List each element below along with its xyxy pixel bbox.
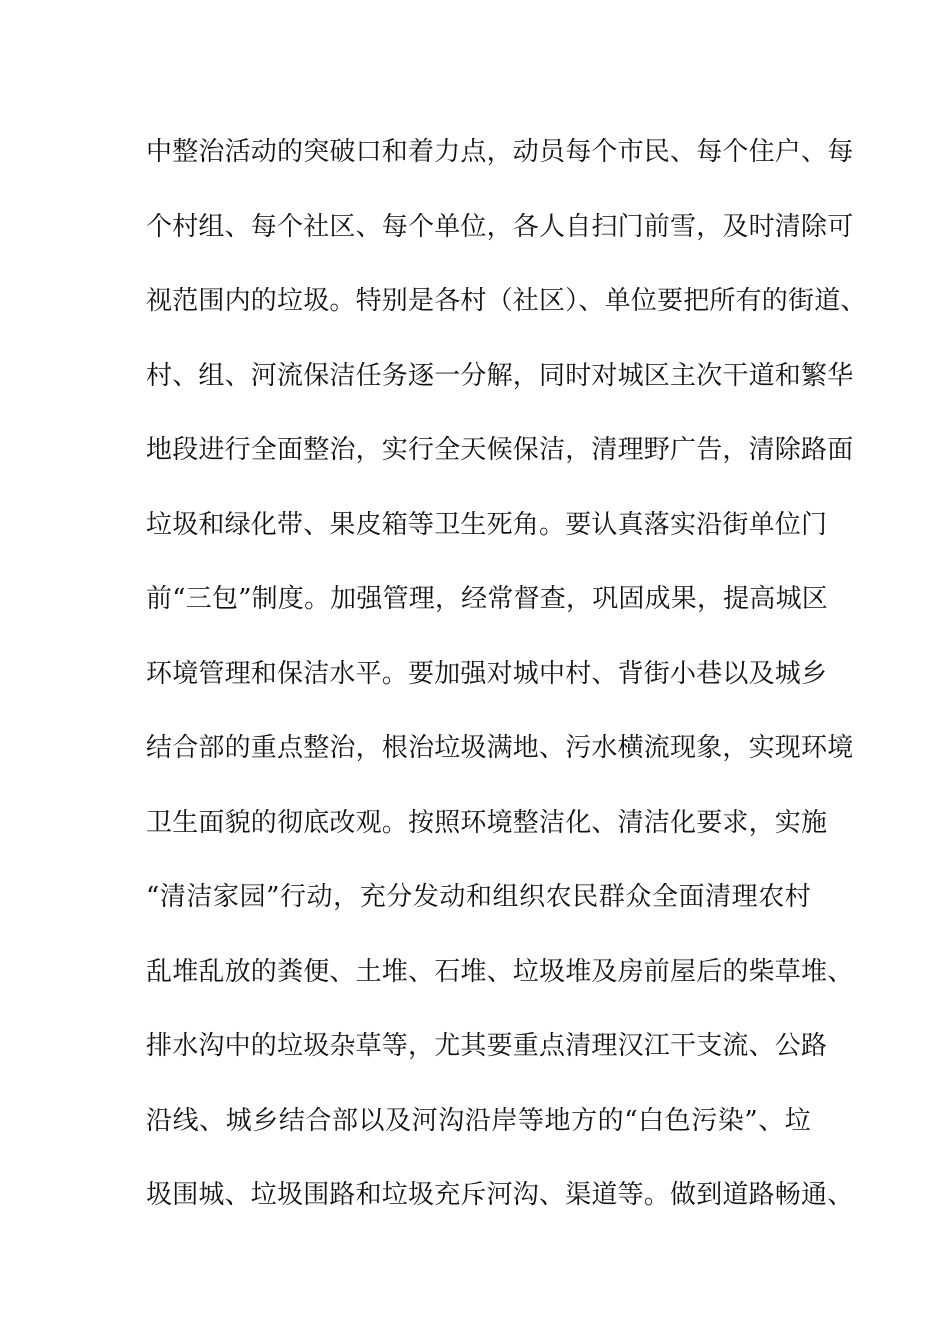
text-line: 垃圾和绿化带、果皮箱等卫生死角。要认真落实沿街单位门 bbox=[146, 509, 828, 540]
text-line: 沿线、城乡结合部以及河沟沿岸等地方的“白色污染”、垃 bbox=[146, 1105, 811, 1136]
text-line: 乱堆乱放的粪便、土堆、石堆、垃圾堆及房前屋后的柴草堆、 bbox=[146, 956, 854, 987]
text-line: 排水沟中的垃圾杂草等，尤其要重点清理汉江干支流、公路 bbox=[146, 1031, 828, 1061]
text-line: 个村组、每个社区、每个单位，各人自扫门前雪，及时清除可 bbox=[146, 211, 854, 242]
text-line: 结合部的重点整治，根治垃圾满地、污水横流现象，实现环境 bbox=[146, 733, 854, 763]
text-line: 地段进行全面整治，实行全天候保洁，清理野广告，清除路面 bbox=[146, 435, 854, 465]
text-line: “清洁家园”行动，充分发动和组织农民群众全面清理农村 bbox=[146, 882, 811, 912]
text-line: 卫生面貌的彻底改观。按照环境整洁化、清洁化要求，实施 bbox=[146, 807, 828, 838]
text-line: 圾围城、垃圾围路和垃圾充斥河沟、渠道等。做到道路畅通、 bbox=[146, 1180, 854, 1210]
text-line: 中整治活动的突破口和着力点，动员每个市民、每个住户、每 bbox=[146, 137, 854, 167]
text-line: 视范围内的垃圾。特别是各村（社区）、单位要把所有的街道、 bbox=[146, 286, 867, 316]
text-line: 前“三包”制度。加强管理，经常督查，巩固成果，提高城区 bbox=[146, 584, 828, 614]
document-body bbox=[146, 124, 867, 1242]
text-line: 村、组、河流保洁任务逐一分解，同时对城区主次干道和繁华 bbox=[146, 360, 854, 391]
text-line: 环境管理和保洁水平。要加强对城中村、背街小巷以及城乡 bbox=[146, 658, 828, 689]
